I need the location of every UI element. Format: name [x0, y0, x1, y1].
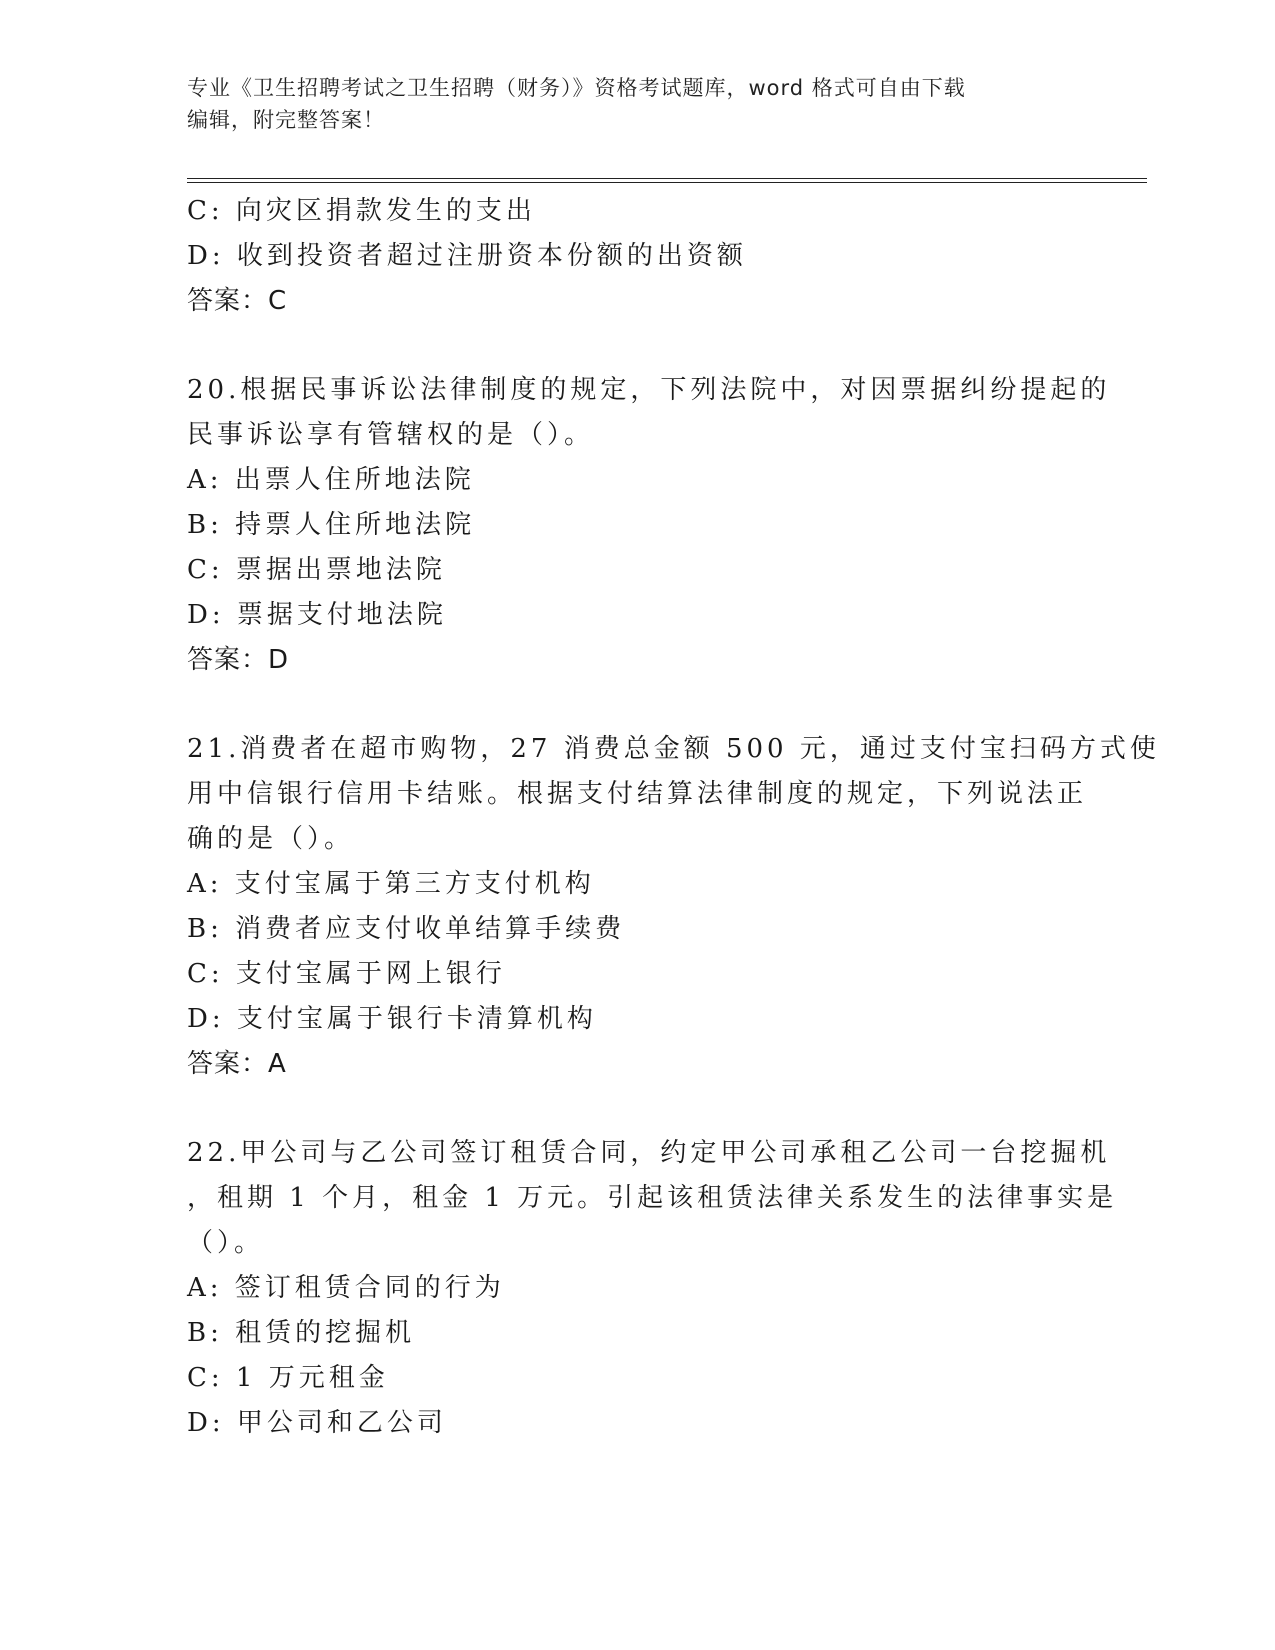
q21-stem-line-2: 用中信银行信用卡结账。根据支付结算法律制度的规定，下列说法正 [187, 779, 1088, 809]
q21-option-c: C: 支付宝属于网上银行 [187, 959, 506, 989]
q22-option-d: D: 甲公司和乙公司 [187, 1408, 447, 1438]
q22-stem-line-3: （）。 [187, 1228, 265, 1258]
q20-option-c: C: 票据出票地法院 [187, 555, 446, 585]
q21-option-d: D: 支付宝属于银行卡清算机构 [187, 1004, 597, 1034]
q21-stem-line-3: 确的是（）。 [187, 824, 355, 854]
q20-stem-line-2: 民事诉讼享有管辖权的是（）。 [187, 420, 595, 450]
q22-stem-line-2: ，租期 1 个月，租金 1 万元。引起该租赁法律关系发生的法律事实是 [187, 1183, 1118, 1213]
q22-option-c: C: 1 万元租金 [187, 1363, 389, 1393]
q22-stem-line-1: 22.甲公司与乙公司签订租赁合同，约定甲公司承租乙公司一台挖掘机 [187, 1138, 1111, 1168]
q21-stem-line-1: 21.消费者在超市购物，27 消费总金额 500 元，通过支付宝扫码方式使 [187, 734, 1160, 764]
q20-stem-line-1: 20.根据民事诉讼法律制度的规定，下列法院中，对因票据纠纷提起的 [187, 375, 1111, 405]
q22-option-b: B: 租赁的挖掘机 [187, 1318, 416, 1348]
prev-option-c: C: 向灾区捐款发生的支出 [187, 196, 536, 226]
header-line-2: 编辑，附完整答案！ [187, 108, 385, 132]
prev-answer: 答案：C [187, 286, 288, 316]
q20-answer: 答案：D [187, 645, 290, 675]
prev-option-d: D: 收到投资者超过注册资本份额的出资额 [187, 241, 747, 271]
q22-option-a: A: 签订租赁合同的行为 [187, 1273, 505, 1303]
header-divider-bottom [187, 182, 1147, 183]
q21-option-a: A: 支付宝属于第三方支付机构 [187, 869, 595, 899]
q20-option-a: A: 出票人住所地法院 [187, 465, 475, 495]
document-header [187, 72, 1067, 136]
header-divider-top [187, 178, 1147, 179]
header-line-1: 专业《卫生招聘考试之卫生招聘（财务）》资格考试题库，word 格式可自由下载 [187, 76, 966, 100]
q20-option-b: B: 持票人住所地法院 [187, 510, 476, 540]
q20-option-d: D: 票据支付地法院 [187, 600, 447, 630]
q21-answer: 答案：A [187, 1049, 287, 1079]
q21-option-b: B: 消费者应支付收单结算手续费 [187, 914, 626, 944]
